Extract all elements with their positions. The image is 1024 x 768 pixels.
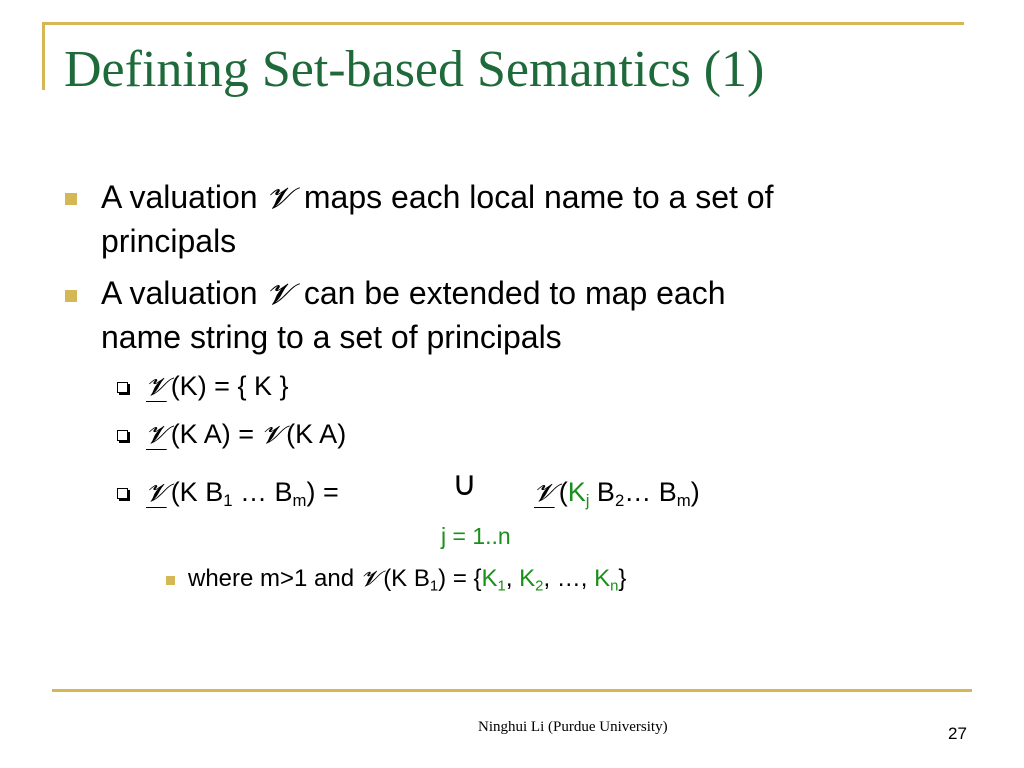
- valuation-symbol: 𝓥: [534, 478, 555, 507]
- rule-1: [146, 368, 289, 405]
- rule-text: }: [618, 565, 627, 592]
- slide-title: Defining Set-based Semantics (1): [64, 41, 765, 98]
- valuation-symbol: 𝓥: [146, 420, 167, 449]
- highlight-K: K: [567, 477, 586, 507]
- valuation-symbol: 𝓥: [146, 478, 167, 507]
- title-frame-horizontal-line: [42, 22, 964, 25]
- rule-text: (: [558, 477, 568, 507]
- rule-text: (K A) =: [170, 419, 262, 449]
- rule-text: (K A): [286, 419, 347, 449]
- subscript: 1: [497, 578, 506, 595]
- subscript: j: [585, 491, 590, 511]
- sub-sub-bullet-marker: [166, 576, 175, 585]
- bullet-1-line-1: [101, 175, 773, 220]
- valuation-symbol: 𝓥: [146, 372, 167, 401]
- highlight-K: K: [481, 565, 498, 592]
- footer-divider: [52, 689, 972, 692]
- rule-text: (K B: [383, 565, 430, 592]
- subscript: m: [292, 491, 307, 511]
- rule-text: (K B: [170, 477, 224, 507]
- rule-text: ) =: [306, 477, 339, 507]
- bullet-text: maps each local name to a set of: [294, 179, 774, 215]
- page-number: 27: [948, 724, 967, 743]
- bullet-2-line-1: [101, 271, 726, 316]
- rule-text: where m>1 and: [188, 565, 361, 592]
- highlight-K: K: [594, 565, 611, 592]
- bullet-marker: [65, 193, 77, 205]
- subscript: 1: [223, 491, 233, 511]
- sub-bullet-marker: [117, 488, 128, 499]
- where-clause: [188, 563, 626, 596]
- bullet-1-line-2: principals: [101, 223, 237, 259]
- valuation-symbol: 𝓥: [261, 420, 283, 449]
- valuation-symbol: 𝓥: [266, 277, 291, 311]
- bullet-text: A valuation: [101, 275, 267, 311]
- rule-text: B: [589, 477, 615, 507]
- footer-author: Ninghui Li (Purdue University): [478, 719, 668, 735]
- union-range: j = 1..n: [441, 523, 511, 549]
- bullet-marker: [65, 290, 77, 302]
- highlight-K: K: [519, 565, 536, 592]
- subscript: m: [676, 491, 691, 511]
- rule-2: [146, 416, 346, 453]
- rule-text: (K) = { K }: [170, 371, 289, 401]
- rule-text: ,: [505, 565, 520, 592]
- sub-bullet-marker: [117, 382, 128, 393]
- bullet-text: A valuation: [101, 179, 267, 215]
- subscript: 1: [429, 578, 439, 595]
- rule-3-lhs: [146, 474, 339, 511]
- subscript: 2: [535, 578, 544, 595]
- sub-bullet-marker: [117, 430, 128, 441]
- rule-text: ) = {: [438, 565, 482, 592]
- rule-text: ): [690, 477, 700, 507]
- bullet-2-line-2: name string to a set of principals: [101, 319, 562, 355]
- union-symbol: ∪: [452, 464, 477, 504]
- rule-text: … B: [232, 477, 293, 507]
- rule-3-rhs: [534, 474, 700, 511]
- bullet-text: can be extended to map each: [294, 275, 726, 311]
- rule-text: … B: [624, 477, 677, 507]
- title-frame-vertical-line: [42, 22, 45, 90]
- valuation-symbol: 𝓥: [360, 567, 380, 592]
- rule-text: , …,: [543, 565, 595, 592]
- valuation-symbol: 𝓥: [266, 181, 291, 215]
- subscript: 2: [614, 491, 625, 511]
- subscript: n: [610, 578, 619, 595]
